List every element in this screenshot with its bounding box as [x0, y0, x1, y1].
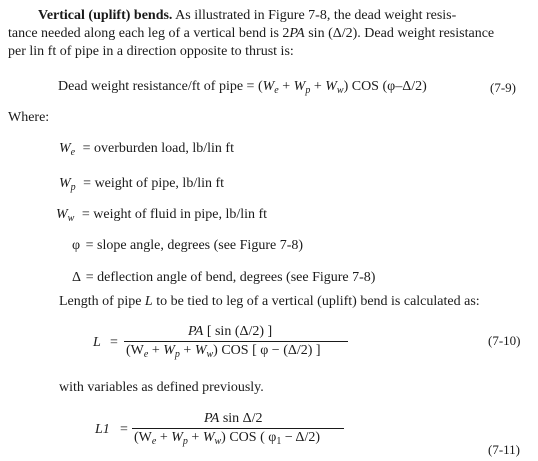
def-symbol: W: [59, 141, 71, 156]
intro-line-2-text-b: sin (Δ/2). Dead weight resistance: [308, 26, 495, 41]
definition-delta: [72, 270, 375, 286]
eq79-sub-p: p: [305, 85, 311, 96]
eq710-fraction-bar: [124, 341, 348, 342]
length-text-b: to be tied to leg of a vertical (uplift) bend is calculated as:: [152, 294, 480, 309]
with-variables-text: with variables as defined previously.: [59, 380, 264, 395]
def-text: = slope angle, degrees (see Figure 7-8): [85, 238, 304, 253]
length-symbol-l: L: [144, 294, 153, 309]
def-subscript: w: [67, 213, 75, 224]
intro-line-3: per lin ft of pipe in a direction opposite to thrust is:: [8, 44, 294, 59]
eq710-equals: =: [110, 335, 118, 350]
def-symbol: W: [59, 176, 71, 191]
eq710-sub-p: p: [174, 349, 180, 360]
eq711-pa: PA: [204, 411, 220, 426]
intro-line-2: [8, 26, 494, 42]
eq710-num-rest: [ sin (Δ/2) ]: [203, 324, 273, 339]
def-text: = overburden load, lb/lin ft: [82, 141, 234, 156]
eq711-w2: W: [171, 430, 183, 445]
eq710-pa: PA: [188, 324, 204, 339]
eq710-plus-1: +: [151, 343, 160, 358]
eq79-w2: W: [293, 79, 306, 94]
eq710-w2: W: [163, 343, 175, 358]
definition-wp: [59, 176, 224, 196]
eq711-num-rest: sin Δ/2: [219, 411, 263, 426]
where-label: Where:: [8, 110, 50, 125]
definition-ww: [56, 207, 267, 227]
equation-number-7-9: (7-9): [490, 80, 516, 95]
equation-number-7-11: (7-11): [488, 442, 521, 457]
eq711-plus-2: +: [191, 430, 200, 445]
def-symbol: W: [56, 207, 68, 222]
eq710-sub-w: w: [206, 349, 214, 360]
eq711-sub-1: 1: [276, 436, 282, 447]
eq711-sub-e: e: [151, 436, 157, 447]
intro-line-1-text: As illustrated in Figure 7-8, the dead weight resis-: [175, 8, 457, 23]
eq711-fraction-bar: [132, 428, 344, 429]
intro-line-1: [38, 8, 456, 24]
intro-line-2-text-a: tance needed along each leg of a vertical bend is 2: [8, 26, 290, 41]
eq79-sub-w: w: [336, 85, 344, 96]
eq710-den-tail: ) COS [ φ − (Δ/2) ]: [213, 343, 321, 358]
eq79-plus-2: +: [313, 79, 322, 94]
eq711-equals: =: [120, 422, 128, 437]
eq79-plus-1: +: [282, 79, 291, 94]
equation-number-7-10: (7-10): [488, 333, 521, 348]
eq711-plus-1: +: [159, 430, 168, 445]
def-subscript: p: [70, 182, 76, 193]
eq79-tail: ) COS (φ–Δ/2): [343, 79, 427, 94]
eq711-den-end: − Δ/2): [281, 430, 320, 445]
eq711-den-open: (W: [134, 430, 152, 445]
definition-we: [59, 141, 234, 161]
definition-phi: [72, 238, 303, 254]
eq710-numerator: [188, 324, 272, 340]
intro-pa-symbol: PA: [289, 26, 305, 41]
def-text: = deflection angle of bend, degrees (see Figure 7-8): [85, 270, 376, 285]
eq710-w3: W: [194, 343, 207, 358]
eq711-numerator: [204, 411, 263, 427]
eq711-sub-w: w: [214, 436, 222, 447]
def-text: = weight of fluid in pipe, lb/lin ft: [81, 207, 268, 222]
eq711-w3: W: [202, 430, 215, 445]
eq79-w: W: [262, 79, 275, 94]
def-subscript: e: [70, 147, 76, 158]
eq711-den-tail: ) COS ( φ: [221, 430, 277, 445]
def-symbol: Δ: [72, 270, 81, 285]
eq710-sub-e: e: [143, 349, 149, 360]
eq79-w3: W: [325, 79, 337, 94]
eq710-den-open: (W: [126, 343, 144, 358]
eq711-denominator: [134, 430, 320, 450]
eq710-plus-2: +: [183, 343, 192, 358]
length-sentence: [59, 294, 480, 310]
eq711-lhs: L1: [95, 422, 110, 437]
eq711-sub-p: p: [182, 436, 188, 447]
eq710-denominator: [126, 343, 321, 363]
eq79-sub-e: e: [274, 85, 279, 96]
length-text-a: Length of pipe: [59, 294, 145, 309]
def-symbol: φ: [72, 238, 81, 253]
section-heading: Vertical (uplift) bends.: [38, 8, 173, 23]
eq710-lhs: L: [93, 335, 101, 350]
def-text: = weight of pipe, lb/lin ft: [83, 176, 225, 191]
equation-7-9: [58, 79, 427, 99]
eq79-lhs: Dead weight resistance/ft of pipe = (: [58, 79, 263, 94]
